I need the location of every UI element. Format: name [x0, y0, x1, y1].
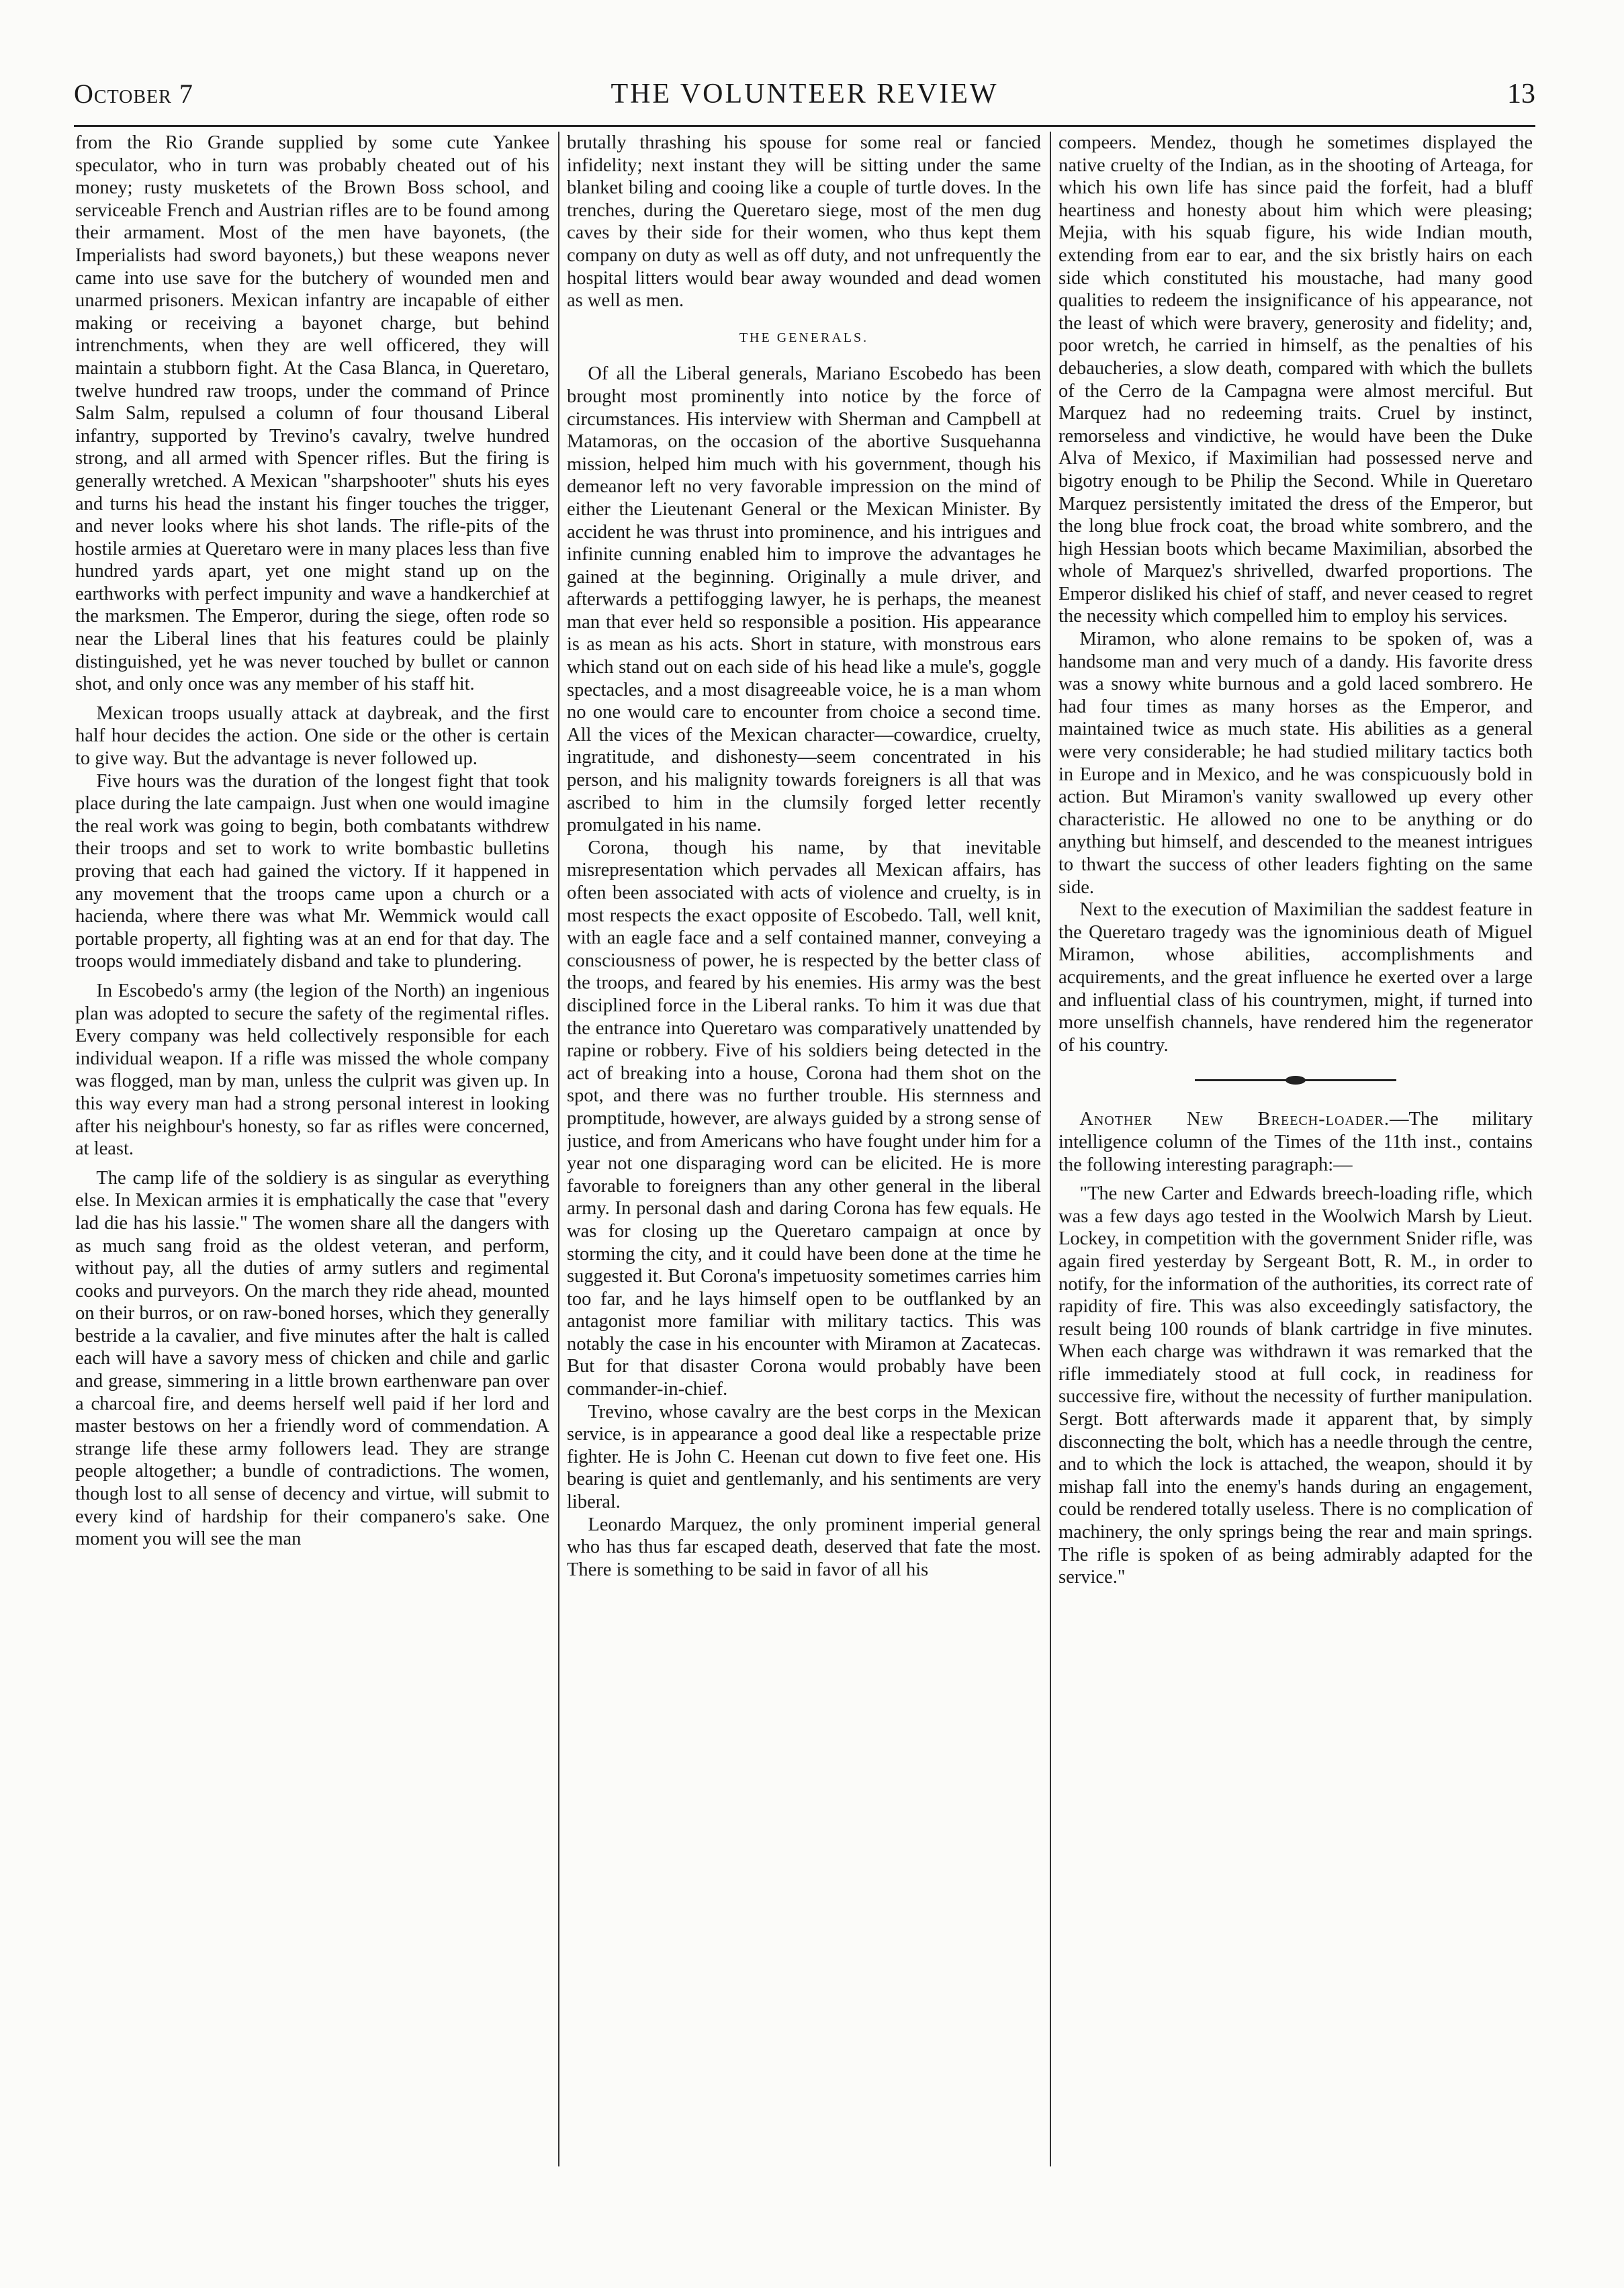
column-2-paragraph: Of all the Liberal generals, Mariano Escobedo has been brought most prominently into notice by the force of circumstances. His interview with Sherman and Campbell at Matamoras, on the occasion of the abortive Susquehanna mission, helped him much with his government, though his demeanor left no very favorable impression on the mind of either the Lieutenant General or the Mexican Minister. By accident he was thrust into prominence, and his intrigues and infinite cunning enabled him to improve the advantages he gained at the beginning. Originally a mule driver, and afterwards a pettifogging lawyer, he is perhaps, the meanest man that ever held so responsible a position. His appearance is as mean as his acts. Short in stature, with monstrous ears which stand out on each side of his head like a mule's, goggle spectacles, and a most disagreeable voice, he is a man whom no one would care to encounter from choice a second time. All the vices of the Mexican character—cowardice, cruelty, ingratitude, and dishonesty—seem concentrated in his person, and his malignity towards foreigners is all that was ascribed to him in the clumsily forged letter recently promulgated in his name. [567, 363, 1041, 836]
ornamental-divider [1195, 1079, 1396, 1081]
column-divider-1 [558, 132, 559, 2166]
header-rule [74, 125, 1535, 127]
header-date: October 7 [74, 79, 193, 109]
column-3-paragraph: Next to the execution of Maximilian the saddest feature in the Queretaro tragedy was the ignominious death of Miguel Miramon, whose abilities, accomplishments and acquirements, and the great influence he exerted over a large and influential class of his countrymen, might, if turned into more unselfish channels, have rendered him the regenerator of his country. [1058, 899, 1533, 1056]
column-2-paragraph: Trevino, whose cavalry are the best corps in the Mexican service, is in appearance a good deal like a respectable prize fighter. He is John C. Heenan cut down to five feet one. His bearing is quiet and gentlemanly, and his sentiments are very liberal. [567, 1401, 1041, 1513]
column-3-paragraph: compeers. Mendez, though he sometimes displayed the native cruelty of the Indian, as in the shooting of Arteaga, for which his own life has since paid the forfeit, had a bluff heartiness and honesty about him which were pleasing; Mejia, with his squab figure, his wide Indian mouth, extending from ear to ear, and the six bristly hairs on each side which constituted his moustache, had many good qualities to redeem the insignificance of his appearance, not the least of which were bravery, generosity and fidelity; and, poor wretch, he carried in himself, as the penalties of his debaucheries, a slow death, compared with which the bullets of the Cerro de la Campagna were almost merciful. But Marquez had no redeeming traits. Cruel by instinct, remorseless and vindictive, he would have been the Duke Alva of Mexico, if Maximilian had possessed nerve and bigotry enough to be Philip the Second. While in Queretaro Marquez persistently imitated the dress of the Emperor, but the long blue frock coat, the broad white sombrero, and the high Hessian boots which became Maximilian, absorbed the whole of Marquez's shrivelled, dwarfed proportions. The Emperor disliked his chief of staff, and never ceased to regret the necessity which compelled him to employ his services. [1058, 132, 1533, 627]
article-breech-loader-intro-text: —The military intelligence column of the Times of the 11th inst., contains the following interesting paragraph:— [1058, 1109, 1533, 1175]
column-1-paragraph: Mexican troops usually attack at daybreak, and the first half hour decides the action. One side or the other is certain to give way. But the advantage is never followed up. [75, 702, 549, 770]
article-breech-loader-lead: Another New Breech-loader. [1079, 1109, 1390, 1130]
column-1-paragraph: from the Rio Grande supplied by some cute Yankee speculator, who in turn was probably cheated out of his money; rusty musketets of the Brown Boss school, and serviceable French and Austrian rifles are to be found among their armament. Most of the men have bayonets, (the Imperialists had sword bayonets,) but these weapons never came into use save for the butchery of wounded men and unarmed prisoners. Mexican infantry are incapable of either making or receiving a bayonet charge, but behind intrenchments, when they are well officered, they will maintain a stubborn fight. At the Casa Blanca, in Queretaro, twelve hundred raw troops, under the command of Prince Salm Salm, repulsed a column of four thousand Liberal infantry, supported by Trevino's cavalry, twelve hundred strong, and all armed with Spencer rifles. But the firing is generally wretched. A Mexican "sharpshooter" shuts his eyes and turns his head the instant his finger touches the trigger, and never looks where his shot lands. The rifle-pits of the hostile armies at Queretaro were in many places less than five hundred yards apart, yet one might stand up on the earthworks with perfect impunity and wave a handkerchief at the marksmen. The Emperor, during the siege, often rode so near the Liberal lines that his features could be plainly distinguished, yet he was never touched by bullet or cannon shot, and only once was any member of his staff hit. [75, 132, 549, 695]
column-3-paragraph: Miramon, who alone remains to be spoken of, was a handsome man and very much of a dandy. His favorite dress was a snowy white burnous and a gold laced sombrero. He had four times as many horses as the Emperor, and maintained twice as much state. His abilities as a general were very considerable; he had studied military tactics both in Europe and in Mexico, and he was conspicuously bold in action. But Miramon's vanity swallowed up every other characteristic. He allowed no one to be anything or do anything but himself, and descended to the meanest intrigues to thwart the success of other leaders fighting on the same side. [1058, 629, 1533, 898]
column-1-paragraph: In Escobedo's army (the legion of the North) an ingenious plan was adopted to secure the safety of the regimental rifles. Every company was held collectively responsible for each individual weapon. If a rifle was missed the whole company was flogged, man by man, unless the culprit was given up. In this way every man had a strong personal interest in looking after his neighbour's honesty, so far as rifles were concerned, at least. [75, 980, 549, 1160]
column-1-paragraph: Five hours was the duration of the longest fight that took place during the late campaign. Just when one would imagine the real work was going to begin, both combatants withdrew their troops and set to work to write bombastic bulletins proving that each had gained the victory. If it happened in any movement that the troops came upon a church or a hacienda, where there was what Mr. Wemmick would call portable property, all fighting was at an end for that day. The troops would immediately disband and take to plundering. [75, 770, 549, 972]
page-header [74, 78, 1535, 118]
column-2 [567, 132, 1041, 2180]
article-breech-loader-quote: "The new Carter and Edwards breech-loading rifle, which was a few days ago tested in the Woolwich Marsh by Lieut. Lockey, in competition with the government Snider rifle, was again fired yesterday by Sergeant Bott, R. M., in order to notify, for the information of the authorities, its correct rate of rapidity of fire. This was also exceedingly satisfactory, the result being 100 rounds of blank cartridge in five minutes. When each charge was withdrawn it was remarked that the rifle immediately stood at full cock, in readiness for successive fire, without the necessity of further manipulation. Sergt. Bott afterwards made it apparent that, by simply disconnecting the bolt, which has a needle through the centre, and to which the lock is attached, the weapon, should it by mishap fall into the enemy's hands during an engagement, could be rendered totally useless. There is no complication of machinery, the only springs being the rear and main springs. The rifle is spoken of as being admirably adapted for the service." [1058, 1183, 1533, 1588]
column-1 [75, 132, 549, 2180]
column-2-paragraph: Corona, though his name, by that inevitable misrepresentation which pervades all Mexican affairs, has often been associated with acts of violence and cruelty, is in most respects the exact opposite of Escobedo. Tall, well knit, with an eagle face and a self contained manner, conveying a consciousness of power, he is respected by the better class of the troops, and feared by his enemies. His army was the best disciplined force in the Liberal ranks. To him it was due that the entrance into Queretaro was comparatively unattended by rapine or robbery. Five of his soldiers being detected in the act of breaking into a house, Corona had them shot on the spot, and there was no further trouble. His sternness and promptitude, however, are always guided by a strong sense of justice, and from Americans who have fought under him for a year not one disparaging word can be elicited. He is more favorable to foreigners than any other general in the liberal army. In personal dash and daring Corona has few equals. He was for closing up the Queretaro campaign at once by storming the city, and it could have been done at the time he suggested it. But Corona's impetuosity sometimes carries him too far, and he lays himself open to be outflanked by an antagonist more familiar with military tactics. This was notably the case in his encounter with Miramon at Zacatecas. But for that disaster Corona would probably have been commander-in-chief. [567, 837, 1041, 1400]
column-1-paragraph: The camp life of the soldiery is as singular as everything else. In Mexican armies it is emphatically the case that "every lad die has his lassie." The women share all the dangers with as much sang froid as the oldest veteran, and perform, without pay, all the duties of army sutlers and regimental cooks and purveyors. On the march they ride ahead, mounted on their burros, or on raw-boned horses, which they generally bestride a la cavalier, and five minutes after the halt is called each will have a savory mess of chicken and chile and garlic and grease, simmering in a little brown earthenware pan over a charcoal fire, and deems herself well paid if her lord and master bestows on her a friendly word of commendation. A strange life these army followers lead. They are strange people altogether; a bundle of contradictions. The women, though lost to all sense of decency and virtue, will submit to every kind of hardship for their companero's sake. One moment you will see the man [75, 1167, 549, 1550]
column-2-intro: brutally thrashing his spouse for some real or fancied infidelity; next instant they will be sitting under the same blanket biling and cooing like a couple of turtle doves. In the trenches, during the Queretaro siege, most of the men dug caves by their side for their women, who thus kept them company on duty as well as off duty, and not unfrequently the hospital litters would bear away wounded and dead women as well as men. [567, 132, 1041, 312]
column-3 [1058, 132, 1533, 2180]
header-title: THE VOLUNTEER REVIEW [611, 79, 999, 109]
column-2-paragraph: Leonardo Marquez, the only prominent imperial general who has thus far escaped death, deserved that fate the most. There is something to be said in favor of all his [567, 1514, 1041, 1580]
column-divider-2 [1050, 132, 1051, 2166]
article-breech-loader-intro [1058, 1108, 1533, 1176]
header-page-number: 13 [1507, 79, 1535, 109]
section-heading-generals: THE GENERALS. [739, 330, 869, 345]
